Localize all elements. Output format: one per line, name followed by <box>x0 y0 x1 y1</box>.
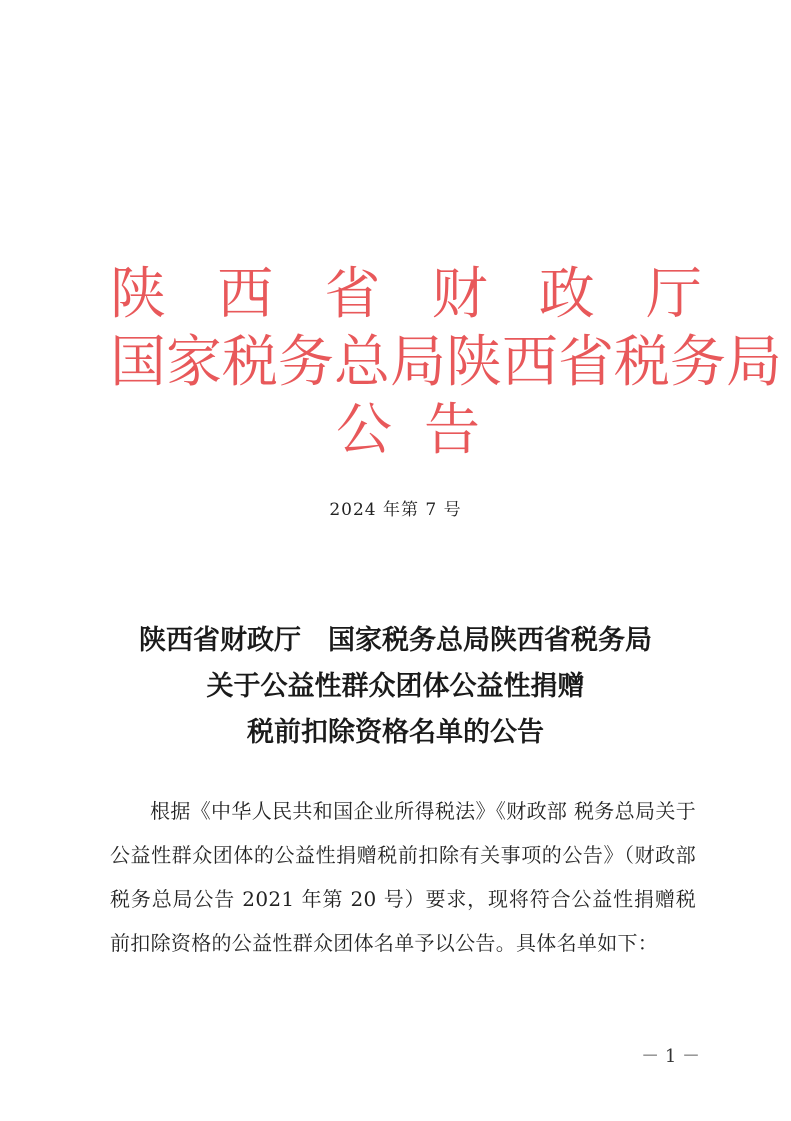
issuer-char: 家 <box>166 330 222 395</box>
title-line-2: 关于公益性群众团体公益性捐赠 <box>206 671 585 702</box>
issuer-line-finance-department <box>110 262 702 328</box>
issuer-char: 务 <box>278 330 334 395</box>
issuer-char: 厅 <box>645 262 702 327</box>
body-paragraph: 根据《中华人民共和国企业所得税法》《财政部 税务总局关于公益性群众团体的公益性捐赠税前扣除有关事项的公告》（财政部 税务总局公告 2021 年第 20 号）要求，现将符合公益性捐赠税前扣除资格的公益性群众团体名单予以公告。具体名单如下： <box>110 799 696 955</box>
issuer-char: 陕 <box>446 330 502 395</box>
issuer-char: 省 <box>558 330 614 395</box>
issuer-char: 西 <box>502 330 558 395</box>
title-line-3: 税前扣除资格名单的公告 <box>247 717 544 748</box>
issuer-char: 局 <box>390 330 446 395</box>
issuer-char: 税 <box>222 330 278 395</box>
issuer-char: 税 <box>614 330 670 395</box>
issuer-char: 公 <box>336 398 392 463</box>
issuer-char: 政 <box>538 262 595 327</box>
issuer-char: 局 <box>726 330 782 395</box>
issuer-line-tax-bureau <box>110 330 782 396</box>
issuer-char: 西 <box>217 262 274 327</box>
document-number: 2024 年第 7 号 <box>329 500 462 520</box>
issuer-char: 务 <box>670 330 726 395</box>
issuer-char: 省 <box>324 262 381 327</box>
issuer-char: 总 <box>334 330 390 395</box>
issuer-char: 财 <box>431 262 488 327</box>
issuer-line-announcement <box>336 398 480 464</box>
title-line-1: 陕西省财政厅 国家税务总局陕西省税务局 <box>139 625 652 656</box>
issuer-char: 国 <box>110 330 166 395</box>
page-number: － 1 － <box>641 1046 700 1067</box>
issuer-char: 陕 <box>110 262 166 327</box>
issuer-char: 告 <box>424 398 480 463</box>
